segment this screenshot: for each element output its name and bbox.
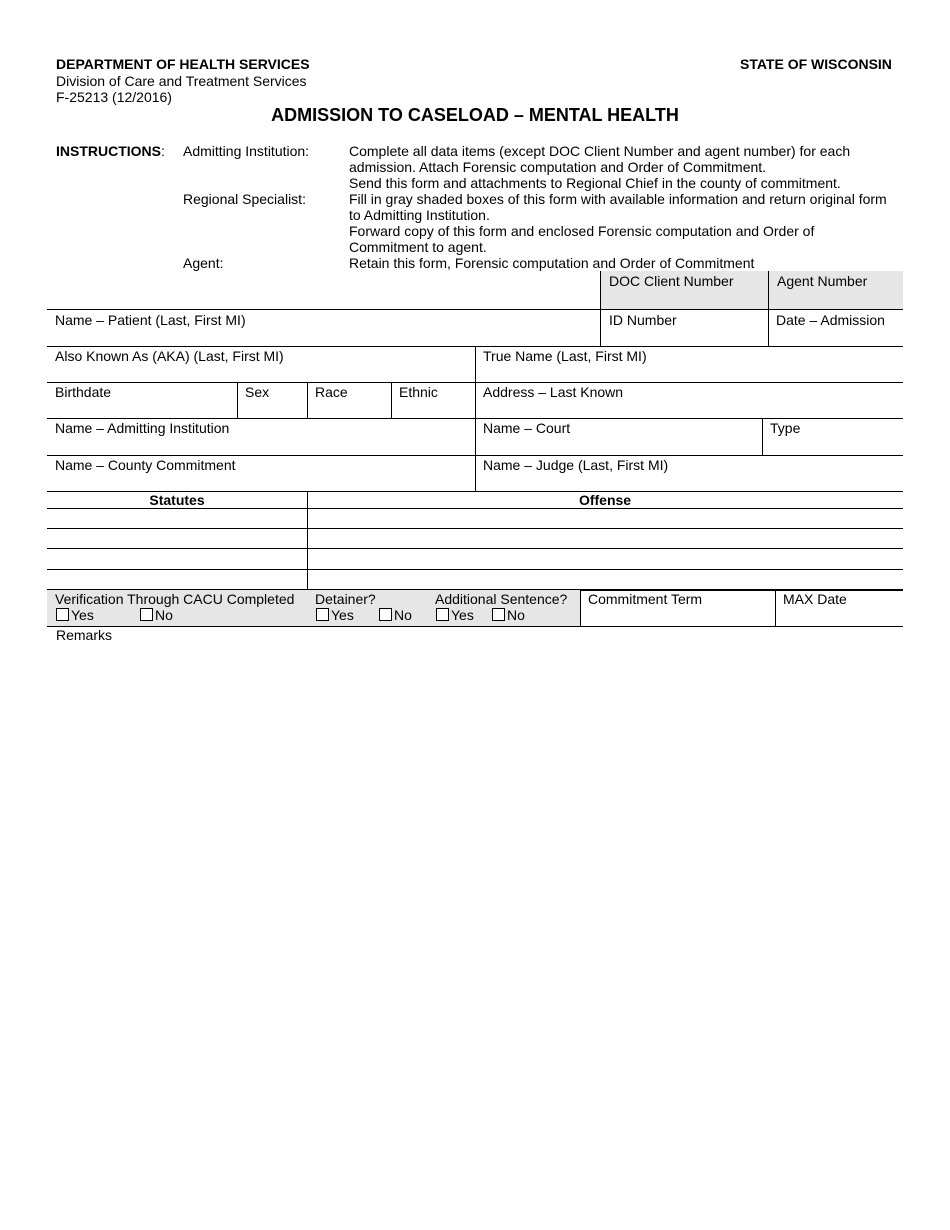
address-field[interactable]	[475, 382, 903, 419]
offense-cell[interactable]	[307, 569, 903, 591]
offense-cell[interactable]	[307, 528, 903, 549]
additional-sentence-label: Additional Sentence?	[435, 591, 568, 607]
aka-label: Also Known As (AKA) (Last, First MI)	[55, 348, 284, 364]
commitment-term-label: Commitment Term	[588, 591, 703, 607]
detainer-options	[316, 607, 412, 623]
detainer-yes[interactable]: Yes	[316, 607, 379, 623]
instruction-role-regional: Regional Specialist:	[183, 191, 306, 207]
additional-sentence-field	[427, 590, 581, 627]
instruction-text-regional: Fill in gray shaded boxes of this form with available information and return original form to Admitting Institution. Forward copy of this form and enclosed Forensic computation and Order of Commitment to agent.	[349, 191, 887, 255]
detainer-no[interactable]: No	[379, 607, 412, 623]
checkbox-icon[interactable]	[379, 608, 392, 621]
date-admission-label: Date – Admission	[776, 312, 885, 328]
instruction-role-admitting: Admitting Institution:	[183, 143, 310, 159]
form-id: F-25213 (12/2016)	[56, 89, 172, 105]
type-field[interactable]	[762, 418, 903, 456]
birthdate-field[interactable]	[47, 382, 238, 419]
admitting-institution-label: Name – Admitting Institution	[55, 420, 230, 436]
true-name-label: True Name (Last, First MI)	[483, 348, 647, 364]
verification-options	[56, 607, 173, 623]
checkbox-icon[interactable]	[436, 608, 449, 621]
additional-sentence-options	[436, 607, 525, 623]
address-label: Address – Last Known	[483, 384, 624, 400]
agent-number-field[interactable]	[768, 271, 903, 310]
agent-number-label: Agent Number	[777, 273, 868, 289]
ethnic-field[interactable]	[391, 382, 476, 419]
ethnic-label: Ethnic	[399, 384, 438, 400]
court-label: Name – Court	[483, 420, 571, 436]
page-title: ADMISSION TO CASELOAD – MENTAL HEALTH	[271, 105, 679, 125]
judge-field[interactable]	[475, 455, 903, 492]
detainer-label: Detainer?	[315, 591, 376, 607]
max-date-label: MAX Date	[783, 591, 847, 607]
verification-field	[47, 590, 308, 627]
race-label: Race	[315, 384, 348, 400]
additional-sentence-yes[interactable]: Yes	[436, 607, 492, 623]
statutes-header: Statutes	[47, 491, 308, 509]
patient-name-field[interactable]	[47, 309, 601, 347]
instruction-text-agent: Retain this form, Forensic computation and Order of Commitment	[349, 255, 755, 271]
id-number-field[interactable]	[600, 309, 769, 347]
judge-label: Name – Judge (Last, First MI)	[483, 457, 669, 473]
remarks-label: Remarks	[56, 627, 113, 643]
court-field[interactable]	[475, 418, 763, 456]
true-name-field[interactable]	[475, 346, 903, 383]
state-name: STATE OF WISCONSIN	[740, 56, 892, 72]
admitting-institution-field[interactable]	[47, 418, 476, 456]
patient-name-label: Name – Patient (Last, First MI)	[55, 312, 246, 328]
statute-cell[interactable]	[47, 528, 308, 549]
sex-label: Sex	[245, 384, 270, 400]
remarks-area[interactable]	[47, 645, 903, 1205]
verification-yes[interactable]: Yes	[56, 607, 140, 623]
commitment-term-field[interactable]	[580, 590, 776, 627]
offense-cell[interactable]	[307, 548, 903, 570]
checkbox-icon[interactable]	[56, 608, 69, 621]
verification-no[interactable]: No	[140, 607, 173, 623]
checkbox-icon[interactable]	[140, 608, 153, 621]
birthdate-label: Birthdate	[55, 384, 112, 400]
checkbox-icon[interactable]	[492, 608, 505, 621]
verification-label: Verification Through CACU Completed	[55, 591, 295, 607]
statute-cell[interactable]	[47, 569, 308, 591]
additional-sentence-no[interactable]: No	[492, 607, 525, 623]
statute-cell[interactable]	[47, 508, 308, 529]
instructions-label: INSTRUCTIONS:	[56, 143, 165, 159]
checkbox-icon[interactable]	[316, 608, 329, 621]
id-number-label: ID Number	[609, 312, 677, 328]
division-name: Division of Care and Treatment Services	[56, 73, 307, 89]
instruction-text-admitting: Complete all data items (except DOC Client Number and agent number) for each admission. Attach Forensic computation and Order of Commitment. Send this form and attachments to Regional Chief in the county of commitment.	[349, 143, 851, 191]
department-name: DEPARTMENT OF HEALTH SERVICES	[56, 56, 310, 72]
doc-client-number-field[interactable]	[600, 271, 769, 310]
statute-cell[interactable]	[47, 548, 308, 570]
offense-cell[interactable]	[307, 508, 903, 529]
type-label: Type	[770, 420, 801, 436]
county-commitment-field[interactable]	[47, 455, 476, 492]
sex-field[interactable]	[237, 382, 308, 419]
county-commitment-label: Name – County Commitment	[55, 457, 236, 473]
aka-field[interactable]	[47, 346, 476, 383]
doc-client-number-label: DOC Client Number	[609, 273, 734, 289]
offense-header: Offense	[307, 491, 903, 509]
detainer-field	[307, 590, 428, 627]
instruction-role-agent: Agent:	[183, 255, 224, 271]
race-field[interactable]	[307, 382, 392, 419]
max-date-field[interactable]	[775, 590, 903, 627]
date-admission-field[interactable]	[768, 309, 903, 347]
